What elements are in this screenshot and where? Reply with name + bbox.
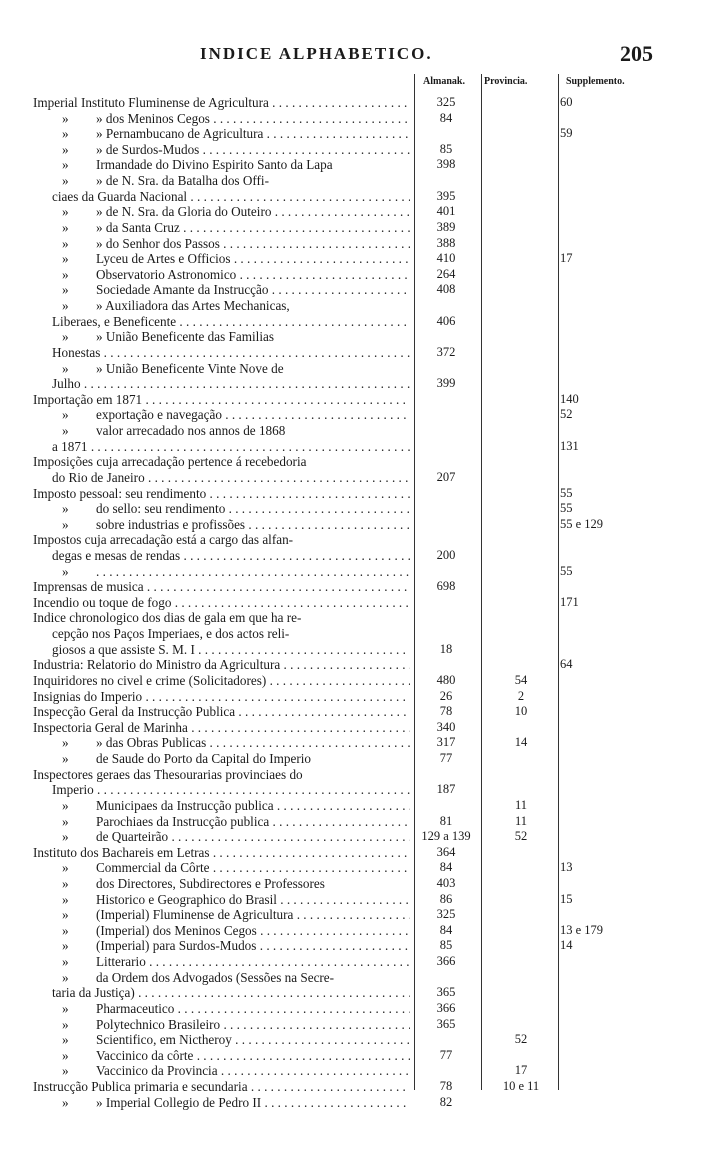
almanak-page: 365 bbox=[436, 1016, 456, 1031]
almanak-page: 207 bbox=[436, 469, 456, 484]
entry-text: exportação e navegação . . . bbox=[96, 407, 410, 422]
almanak-page: 85 bbox=[439, 938, 453, 953]
ditto-mark: » bbox=[62, 954, 69, 970]
entry-text: Imposições cuja arrecadação pertence á recebedoria bbox=[33, 454, 307, 470]
entry-text: Inspecção Geral da Instrucção Publica . . . bbox=[33, 704, 410, 719]
ditto-mark: » bbox=[62, 516, 69, 532]
supplemento-page: 55 bbox=[560, 501, 573, 516]
entry-text: giosos a que assiste S. M. I . . . bbox=[52, 642, 410, 657]
entry-text: Liberaes, e Beneficente . . . bbox=[52, 314, 410, 329]
almanak-page: 401 bbox=[436, 204, 456, 219]
index-entry bbox=[0, 439, 725, 454]
entry-text: Instituto dos Bachareis em Letras . . . bbox=[33, 845, 410, 860]
entry-text: ciaes da Guarda Nacional . . . bbox=[52, 189, 410, 204]
page-header bbox=[0, 41, 725, 68]
almanak-page: 406 bbox=[436, 313, 456, 328]
provincia-page: 52 bbox=[514, 829, 528, 844]
entry-text: Vaccinico da côrte . . . bbox=[96, 1048, 410, 1063]
provincia-page: 17 bbox=[514, 1063, 528, 1078]
almanak-page: 395 bbox=[436, 188, 456, 203]
almanak-page: 364 bbox=[436, 844, 456, 859]
almanak-page: 86 bbox=[439, 891, 453, 906]
supplemento-page: 55 bbox=[560, 485, 573, 500]
entry-text: Inspectores geraes das Thesourarias provinciaes do bbox=[33, 766, 303, 782]
almanak-page: 77 bbox=[439, 1047, 453, 1062]
supplemento-page: 14 bbox=[560, 938, 573, 953]
index-entry bbox=[0, 1079, 725, 1094]
entry-text: Parochiaes da Instrucção publica . . . bbox=[96, 814, 410, 829]
entry-text: Instrucção Publica primaria e secundaria . . . bbox=[33, 1079, 410, 1094]
entry-text: Impostos cuja arrecadação está a cargo das alfan- bbox=[33, 532, 294, 548]
index-entry bbox=[0, 189, 725, 204]
entry-text: » Imperial Collegio de Pedro II . . . bbox=[96, 1095, 410, 1110]
index-entry bbox=[0, 735, 725, 750]
entry-text: Polytechnico Brasileiro . . . bbox=[96, 1017, 410, 1032]
almanak-page: 389 bbox=[436, 219, 456, 234]
index-entry bbox=[0, 111, 725, 126]
ditto-mark: » bbox=[62, 1047, 69, 1063]
ditto-mark: » bbox=[62, 157, 69, 173]
provincia-page: 10 e 11 bbox=[502, 1079, 540, 1094]
column-header-supplemento: Supplemento. bbox=[566, 76, 625, 87]
index-entry bbox=[0, 517, 725, 532]
entry-text: a 1871 . . . bbox=[52, 439, 410, 454]
entry-text: » Auxiliadora das Artes Mechanicas, bbox=[96, 298, 290, 314]
almanak-page: 408 bbox=[436, 282, 456, 297]
almanak-page: 398 bbox=[436, 157, 456, 172]
almanak-page: 187 bbox=[436, 782, 456, 797]
entry-text: Inquiridores no civel e crime (Solicitadores) . . . bbox=[33, 673, 410, 688]
almanak-page: 340 bbox=[436, 719, 456, 734]
index-entry bbox=[0, 564, 725, 579]
provincia-page: 14 bbox=[514, 735, 528, 750]
entry-text: Indice chronologico dos dias de gala em que ha re- bbox=[33, 610, 302, 626]
entry-text: da Ordem dos Advogados (Sessões na Secre- bbox=[96, 969, 335, 985]
entry-text: Inspectoria Geral de Marinha . . . bbox=[33, 720, 410, 735]
index-entry bbox=[0, 751, 725, 766]
almanak-page: 81 bbox=[439, 813, 453, 828]
index-entry bbox=[0, 470, 725, 485]
almanak-page: 410 bbox=[436, 251, 456, 266]
index-entry bbox=[0, 657, 725, 672]
ditto-mark: » bbox=[62, 876, 69, 891]
supplemento-page: 171 bbox=[560, 594, 579, 609]
supplemento-page: 131 bbox=[560, 438, 579, 453]
index-entry bbox=[0, 642, 725, 657]
ditto-mark: » bbox=[62, 501, 69, 517]
index-entry bbox=[0, 251, 725, 266]
entry-text: (Imperial) Fluminense de Agricultura . . . bbox=[96, 907, 410, 922]
ditto-mark: » bbox=[62, 329, 69, 345]
provincia-page: 54 bbox=[514, 672, 528, 687]
ditto-mark: » bbox=[62, 1000, 69, 1016]
entry-text: » União Beneficente Vinte Nove de bbox=[96, 360, 284, 376]
ditto-mark: » bbox=[62, 907, 69, 923]
index-entry bbox=[0, 860, 725, 875]
almanak-page: 77 bbox=[439, 751, 453, 766]
index-entry bbox=[0, 392, 725, 407]
ditto-mark: » bbox=[62, 407, 69, 423]
entry-text: Imposto pessoal: seu rendimento . . . bbox=[33, 486, 410, 501]
supplemento-page: 55 bbox=[560, 563, 573, 578]
entry-text: taria da Justiça) . . . bbox=[52, 985, 410, 1000]
index-entry bbox=[0, 423, 725, 438]
index-entry bbox=[0, 267, 725, 282]
ditto-mark: » bbox=[62, 298, 69, 314]
index-entry bbox=[0, 767, 725, 782]
almanak-page: 129 a 139 bbox=[421, 829, 471, 844]
ditto-mark: » bbox=[62, 219, 69, 235]
ditto-mark: » bbox=[62, 938, 69, 954]
index-entry bbox=[0, 907, 725, 922]
entry-text: Imperial Instituto Fluminense de Agricultura . . . bbox=[33, 95, 410, 110]
index-entry bbox=[0, 157, 725, 172]
index-entry bbox=[0, 486, 725, 501]
entry-text: Scientifico, em Nictheroy . . . bbox=[96, 1032, 410, 1047]
almanak-page: 78 bbox=[439, 1079, 453, 1094]
supplemento-page: 60 bbox=[560, 95, 573, 109]
ditto-mark: » bbox=[62, 563, 69, 579]
index-entry bbox=[0, 1032, 725, 1047]
ditto-mark: » bbox=[62, 829, 69, 845]
entry-text: » Pernambucano de Agricultura . . . bbox=[96, 126, 410, 141]
supplemento-page: 13 bbox=[560, 860, 573, 875]
entry-text: Commercial da Côrte . . . bbox=[96, 860, 410, 875]
entry-text: » das Obras Publicas . . . bbox=[96, 735, 410, 750]
almanak-page: 84 bbox=[439, 860, 453, 875]
entry-text: Julho . . . bbox=[52, 376, 410, 391]
entry-text: Importação em 1871 . . . bbox=[33, 392, 410, 407]
index-entry bbox=[0, 954, 725, 969]
index-entry bbox=[0, 1001, 725, 1016]
entry-text: dos Directores, Subdirectores e Professores bbox=[96, 876, 325, 891]
index-entry bbox=[0, 1095, 725, 1110]
entry-text: » dos Meninos Cegos . . . bbox=[96, 111, 410, 126]
index-entry bbox=[0, 329, 725, 344]
ditto-mark: » bbox=[62, 1016, 69, 1032]
entry-text: de Quarteirão . . . bbox=[96, 829, 410, 844]
index-entry bbox=[0, 595, 725, 610]
ditto-mark: » bbox=[62, 235, 69, 251]
entry-text: Imprensas de musica . . . bbox=[33, 579, 410, 594]
ditto-mark: » bbox=[62, 751, 69, 767]
entry-text: » do Senhor dos Passos . . . bbox=[96, 236, 410, 251]
entry-text: Insignias do Imperio . . . bbox=[33, 689, 410, 704]
entry-text: Pharmaceutico . . . bbox=[96, 1001, 410, 1016]
supplemento-page: 140 bbox=[560, 391, 579, 406]
ditto-mark: » bbox=[62, 860, 69, 876]
supplemento-page: 55 e 129 bbox=[560, 516, 604, 531]
almanak-page: 372 bbox=[436, 344, 456, 359]
ditto-mark: » bbox=[62, 1063, 69, 1079]
index-entry bbox=[0, 361, 725, 376]
entry-text: » de N. Sra. da Batalha dos Offi- bbox=[96, 173, 269, 189]
index-entry bbox=[0, 938, 725, 953]
index-entry bbox=[0, 923, 725, 938]
supplemento-page: 13 e 179 bbox=[560, 922, 604, 937]
almanak-page: 26 bbox=[439, 688, 453, 703]
index-entry bbox=[0, 673, 725, 688]
entry-text: Imperio . . . bbox=[52, 782, 410, 797]
ditto-mark: » bbox=[62, 735, 69, 751]
index-entry bbox=[0, 626, 725, 641]
supplemento-page: 52 bbox=[560, 407, 573, 422]
entry-text: » de N. Sra. da Gloria do Outeiro . . . bbox=[96, 204, 410, 219]
ditto-mark: » bbox=[62, 141, 69, 157]
index-entry bbox=[0, 845, 725, 860]
index-entry bbox=[0, 298, 725, 313]
entry-text: » da Santa Cruz . . . bbox=[96, 220, 410, 235]
index-entry bbox=[0, 407, 725, 422]
ditto-mark: » bbox=[62, 1032, 69, 1048]
ditto-mark: » bbox=[62, 266, 69, 282]
entry-text bbox=[96, 564, 410, 579]
supplemento-page: 17 bbox=[560, 251, 573, 266]
index-entry bbox=[0, 95, 725, 110]
almanak-page: 84 bbox=[439, 110, 453, 125]
ditto-mark: » bbox=[62, 251, 69, 267]
entry-text: Vaccinico da Provincia . . . bbox=[96, 1063, 410, 1078]
index-entry bbox=[0, 720, 725, 735]
almanak-page: 82 bbox=[439, 1094, 453, 1109]
index-entry bbox=[0, 782, 725, 797]
entry-text: Lyceu de Artes e Officios . . . bbox=[96, 251, 410, 266]
entry-text: cepção nos Paços Imperiaes, e dos actos reli- bbox=[52, 626, 290, 642]
ditto-mark: » bbox=[62, 1094, 69, 1110]
index-entry bbox=[0, 704, 725, 719]
entry-text: Honestas . . . bbox=[52, 345, 410, 360]
index-entry bbox=[0, 610, 725, 625]
ditto-mark: » bbox=[62, 204, 69, 220]
index-entry bbox=[0, 892, 725, 907]
entry-text: valor arrecadado nos annos de 1868 bbox=[96, 423, 286, 439]
index-entry bbox=[0, 548, 725, 563]
index-entry bbox=[0, 532, 725, 547]
provincia-page: 2 bbox=[517, 688, 525, 703]
index-entry bbox=[0, 1063, 725, 1078]
ditto-mark: » bbox=[62, 891, 69, 907]
index-entry bbox=[0, 1048, 725, 1063]
index-entry bbox=[0, 376, 725, 391]
page-title: INDICE ALPHABETICO. bbox=[200, 44, 433, 63]
index-entry bbox=[0, 829, 725, 844]
index-entry bbox=[0, 173, 725, 188]
index-entry bbox=[0, 345, 725, 360]
almanak-page: 480 bbox=[436, 672, 456, 687]
index-entry bbox=[0, 220, 725, 235]
index-entry bbox=[0, 282, 725, 297]
column-header-provincia: Provincia. bbox=[484, 76, 528, 87]
entry-text: Industria: Relatorio do Ministro da Agricultura . . . bbox=[33, 657, 410, 672]
index-entry bbox=[0, 814, 725, 829]
column-header-almanak: Almanak. bbox=[423, 76, 465, 87]
entry-text: » União Beneficente das Familias bbox=[96, 329, 274, 345]
almanak-page: 698 bbox=[436, 579, 456, 594]
index-entry bbox=[0, 454, 725, 469]
almanak-page: 84 bbox=[439, 922, 453, 937]
ditto-mark: » bbox=[62, 173, 69, 189]
entry-text: do Rio de Janeiro . . . bbox=[52, 470, 410, 485]
almanak-page: 325 bbox=[436, 95, 456, 109]
entry-text: Litterario . . . bbox=[96, 954, 410, 969]
index-entry bbox=[0, 142, 725, 157]
ditto-mark: » bbox=[62, 969, 69, 985]
index-entry bbox=[0, 501, 725, 516]
ditto-mark: » bbox=[62, 922, 69, 938]
index-entry bbox=[0, 204, 725, 219]
provincia-page: 11 bbox=[514, 797, 528, 812]
entry-text: (Imperial) dos Meninos Cegos . . . bbox=[96, 923, 410, 938]
index-entry bbox=[0, 798, 725, 813]
ditto-mark: » bbox=[62, 360, 69, 376]
index-entry bbox=[0, 236, 725, 251]
entry-text: Incendio ou toque de fogo . . . bbox=[33, 595, 410, 610]
index-entry bbox=[0, 970, 725, 985]
index-entry bbox=[0, 1017, 725, 1032]
supplemento-page: 15 bbox=[560, 891, 573, 906]
index-entry bbox=[0, 985, 725, 1000]
almanak-page: 366 bbox=[436, 954, 456, 969]
almanak-page: 388 bbox=[436, 235, 456, 250]
almanak-page: 78 bbox=[439, 704, 453, 719]
entry-text: de Saude do Porto da Capital do Imperio bbox=[96, 751, 311, 767]
provincia-page: 11 bbox=[514, 813, 528, 828]
almanak-page: 200 bbox=[436, 547, 456, 562]
provincia-page: 10 bbox=[514, 704, 528, 719]
almanak-page: 325 bbox=[436, 907, 456, 922]
almanak-page: 18 bbox=[439, 641, 453, 656]
entry-text: » de Surdos-Mudos . . . bbox=[96, 142, 410, 157]
entry-text: Observatorio Astronomico . . . bbox=[96, 267, 410, 282]
entry-text: Municipaes da Instrucção publica . . . bbox=[96, 798, 410, 813]
almanak-page: 317 bbox=[436, 735, 456, 750]
index-entry bbox=[0, 689, 725, 704]
ditto-mark: » bbox=[62, 797, 69, 813]
entry-text: (Imperial) para Surdos-Mudos . . . bbox=[96, 938, 410, 953]
almanak-page: 264 bbox=[436, 266, 456, 281]
index-entry bbox=[0, 314, 725, 329]
supplemento-page: 64 bbox=[560, 657, 573, 672]
page-number: 205 bbox=[620, 41, 653, 66]
entry-text: Irmandade do Divino Espirito Santo da Lapa bbox=[96, 157, 333, 173]
entry-text: sobre industrias e profissões . . . bbox=[96, 517, 410, 532]
entry-text: do sello: seu rendimento . . . bbox=[96, 501, 410, 516]
ditto-mark: » bbox=[62, 126, 69, 142]
almanak-page: 399 bbox=[436, 376, 456, 391]
ditto-mark: » bbox=[62, 423, 69, 439]
almanak-page: 85 bbox=[439, 141, 453, 156]
ditto-mark: » bbox=[62, 813, 69, 829]
ditto-mark: » bbox=[62, 110, 69, 126]
almanak-page: 403 bbox=[436, 876, 456, 890]
entry-text: degas e mesas de rendas . . . bbox=[52, 548, 410, 563]
supplemento-page: 59 bbox=[560, 126, 573, 141]
almanak-page: 366 bbox=[436, 1000, 456, 1015]
index-entry bbox=[0, 876, 725, 891]
index-entry bbox=[0, 579, 725, 594]
provincia-page: 52 bbox=[514, 1032, 528, 1047]
ditto-mark: » bbox=[62, 282, 69, 298]
entry-text: Historico e Geographico do Brasil . . . bbox=[96, 892, 410, 907]
entry-text: Sociedade Amante da Instrucção . . . bbox=[96, 282, 410, 297]
index-entry bbox=[0, 126, 725, 141]
almanak-page: 365 bbox=[436, 985, 456, 1000]
